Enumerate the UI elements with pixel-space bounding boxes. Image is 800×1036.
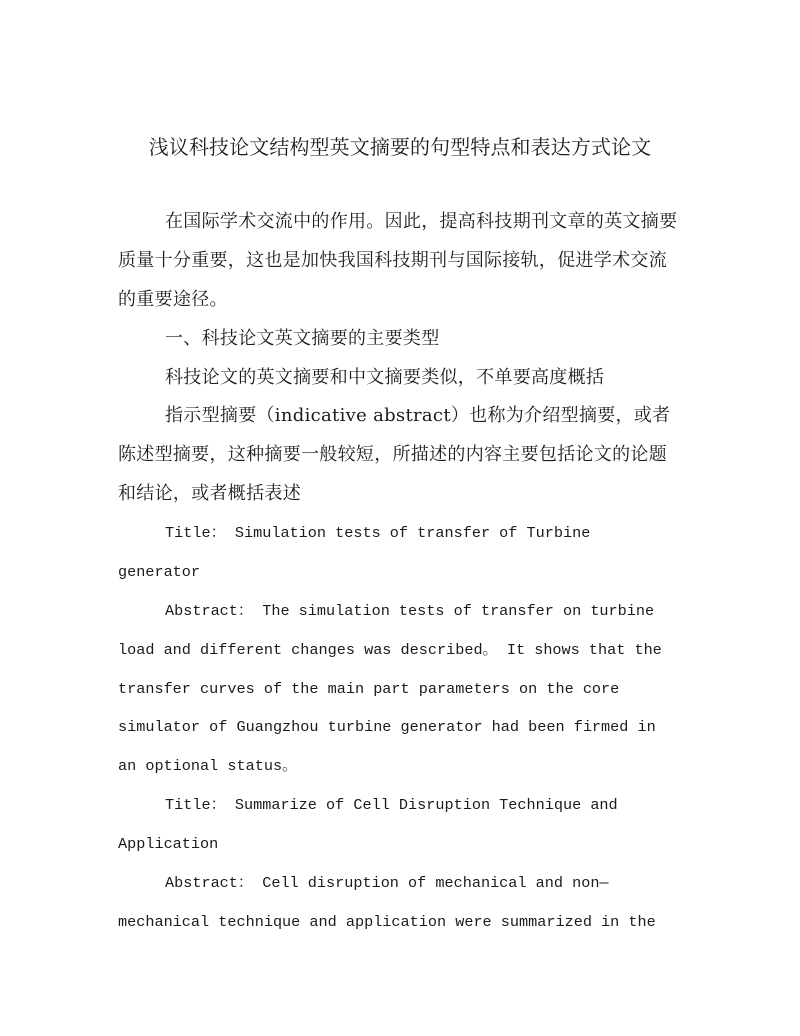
text-line: Abstract： Cell disruption of mechanical and non— bbox=[165, 873, 609, 892]
text-line: 陈述型摘要，这种摘要一般较短，所描述的内容主要包括论文的论题 bbox=[118, 444, 667, 466]
example-title-1 bbox=[118, 514, 718, 592]
text-line: generator bbox=[118, 562, 201, 581]
text-line: Application bbox=[118, 835, 219, 853]
section-heading bbox=[118, 320, 718, 359]
text-line: 科技论文的英文摘要和中文摘要类似，不单要高度概括 bbox=[165, 366, 605, 388]
document-body bbox=[118, 203, 718, 942]
text-line: mechanical technique and application were summarized in the bbox=[118, 912, 656, 931]
text-line: simulator of Guangzhou turbine generator had been firmed in bbox=[118, 718, 656, 737]
text-line: Title： Summarize of Cell Disruption Technique and bbox=[165, 796, 618, 815]
example-abstract-1 bbox=[118, 592, 718, 786]
text-line: 质量十分重要，这也是加快我国科技期刊与国际接轨，促进学术交流 bbox=[118, 249, 667, 271]
text-line: 的重要途径。 bbox=[118, 288, 228, 310]
example-title-2 bbox=[118, 786, 718, 864]
text-line: load and different changes was described。 It shows that the bbox=[118, 640, 662, 659]
text-line: transfer curves of the main part parameters on the core bbox=[118, 679, 620, 698]
text-line: 指示型摘要（indicative abstract）也称为介绍型摘要，或者 bbox=[165, 405, 671, 427]
text-line: Abstract： The simulation tests of transfer on turbine bbox=[165, 601, 655, 620]
paragraph-indicative-abstract bbox=[118, 397, 718, 514]
text-line: Title： Simulation tests of transfer of Turbine bbox=[165, 524, 591, 542]
paragraph-summary bbox=[118, 359, 718, 398]
paragraph-intro bbox=[118, 203, 718, 320]
text-line: 和结论，或者概括表述 bbox=[118, 483, 301, 505]
text-line: an optional status。 bbox=[118, 757, 298, 776]
section-heading-text: 一、科技论文英文摘要的主要类型 bbox=[165, 327, 440, 349]
document-title: 浅议科技论文结构型英文摘要的句型特点和表达方式论文 bbox=[148, 135, 652, 159]
example-abstract-2 bbox=[118, 864, 718, 942]
text-line: 在国际学术交流中的作用。因此，提高科技期刊文章的英文摘要 bbox=[165, 211, 678, 232]
